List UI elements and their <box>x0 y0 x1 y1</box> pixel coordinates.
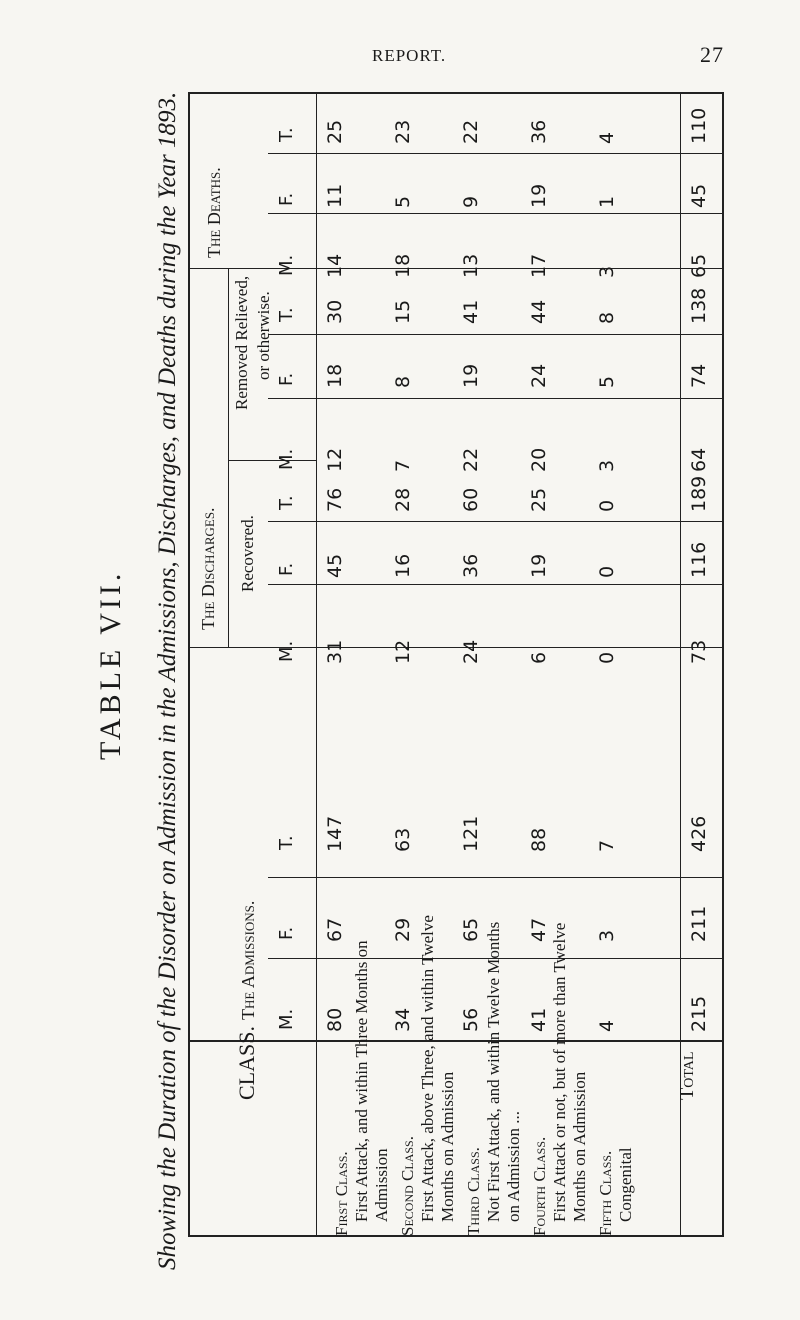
admissions-f-row-3: 65 <box>460 917 482 942</box>
group-heading-discharges: The Discharges. <box>198 507 218 630</box>
deaths-f-row-4: 19 <box>528 183 550 208</box>
deaths-total-f: 45 <box>688 183 710 208</box>
group-underline-discharges <box>228 268 229 647</box>
recovered-m-header: M. <box>276 640 297 662</box>
recovered-m-row-5: 0 <box>596 651 618 664</box>
recovered-m-row-2: 12 <box>392 639 414 664</box>
admissions-f-row-1: 67 <box>324 917 346 942</box>
admissions-t-row-2: 63 <box>392 827 414 852</box>
admissions-t-row-3: 121 <box>460 815 482 852</box>
removed-t-row-3: 41 <box>460 299 482 324</box>
deaths-t-header: T. <box>276 127 297 142</box>
removed-t-row-2: 15 <box>392 299 414 324</box>
section-border-admissions <box>188 647 724 648</box>
admissions-m-row-1: 80 <box>324 1007 346 1032</box>
header-separator <box>316 92 317 1237</box>
recovered-f-row-2: 16 <box>392 553 414 578</box>
deaths-t-row-3: 22 <box>460 119 482 144</box>
class-5-line1: Congenital <box>616 1147 635 1222</box>
recovered-m-row-1: 31 <box>324 639 346 664</box>
class-4-line2: Months on Admission <box>570 1071 589 1222</box>
admissions-total-f: 211 <box>688 905 710 942</box>
admissions-total-t: 426 <box>688 815 710 852</box>
admissions-f-row-2: 29 <box>392 917 414 942</box>
class-1-line2: Admission <box>372 1148 391 1222</box>
removed-t-header: T. <box>276 307 297 322</box>
table-left-border <box>188 92 190 1237</box>
deaths-f-header: F. <box>276 192 297 206</box>
recovered-t-row-5: 0 <box>596 499 618 512</box>
group-heading-removed-1: Removed Relieved, <box>232 275 251 410</box>
deaths-t-row-2: 23 <box>392 119 414 144</box>
group-heading-deaths: The Deaths. <box>204 167 224 258</box>
deaths-t-row-1: 25 <box>324 119 346 144</box>
recovered-m-row-3: 24 <box>460 639 482 664</box>
section-border-discharges <box>188 268 724 269</box>
admissions-m-row-5: 4 <box>596 1019 618 1032</box>
deaths-m-row-2: 18 <box>392 253 414 278</box>
class-3-line2: on Admission ... <box>504 1111 523 1222</box>
class-1-name: First Class. <box>332 1151 351 1236</box>
group-heading-removed-2: or otherwise. <box>254 291 273 380</box>
recovered-f-header: F. <box>276 562 297 576</box>
deaths-t-row-4: 36 <box>528 119 550 144</box>
class-2-line2: Months on Admission <box>438 1071 457 1222</box>
removed-f-row-1: 18 <box>324 363 346 388</box>
admissions-t-row-1: 147 <box>324 815 346 852</box>
removed-col-2 <box>268 334 724 335</box>
recovered-f-row-1: 45 <box>324 553 346 578</box>
class-header: CLASS. <box>234 1026 259 1100</box>
deaths-m-header: M. <box>276 254 297 276</box>
admissions-m-header: M. <box>276 1008 297 1030</box>
class-4-line1: First Attack or not, but of more than Twelve <box>550 922 569 1222</box>
removed-f-row-3: 19 <box>460 363 482 388</box>
deaths-f-row-1: 11 <box>324 183 346 208</box>
removed-t-row-4: 44 <box>528 299 550 324</box>
removed-f-row-5: 5 <box>596 375 618 388</box>
class-3-line1: Not First Attack, and within Twelve Months <box>484 921 503 1222</box>
running-header: REPORT. <box>372 46 447 65</box>
deaths-m-row-1: 14 <box>324 253 346 278</box>
class-2-line1: First Attack, above Three, and within Twelve <box>418 915 437 1222</box>
table-bottom-border <box>188 1235 724 1237</box>
removed-m-row-1: 12 <box>324 447 346 472</box>
admissions-t-row-4: 88 <box>528 827 550 852</box>
section-border-recovered <box>228 460 316 461</box>
recovered-t-row-3: 60 <box>460 487 482 512</box>
deaths-col-2 <box>268 153 724 154</box>
recovered-total-f: 116 <box>688 541 710 578</box>
admissions-f-row-4: 47 <box>528 917 550 942</box>
group-heading-admissions: The Admissions. <box>238 900 258 1020</box>
deaths-m-row-5: 3 <box>596 265 618 278</box>
deaths-f-row-2: 5 <box>392 195 414 208</box>
deaths-m-row-3: 13 <box>460 253 482 278</box>
recovered-t-header: T. <box>276 495 297 510</box>
recovered-total-m: 73 <box>688 639 710 664</box>
recovered-col-1 <box>268 584 724 585</box>
removed-m-row-2: 7 <box>392 459 414 472</box>
recovered-t-row-1: 76 <box>324 487 346 512</box>
class-3-name: Third Class. <box>464 1147 483 1236</box>
removed-f-row-2: 8 <box>392 375 414 388</box>
admissions-f-header: F. <box>276 926 297 940</box>
admissions-t-header: T. <box>276 835 297 850</box>
removed-m-header: M. <box>276 448 297 470</box>
removed-m-row-5: 3 <box>596 459 618 472</box>
section-border-class <box>188 1040 724 1042</box>
admissions-m-row-3: 56 <box>460 1007 482 1032</box>
class-4-name: Fourth Class. <box>530 1136 549 1236</box>
class-2-name: Second Class. <box>398 1136 417 1236</box>
removed-total-t: 138 <box>688 287 710 324</box>
admissions-f-row-5: 3 <box>596 929 618 942</box>
deaths-total-t: 110 <box>688 107 710 144</box>
group-heading-recovered: Recovered. <box>238 515 257 592</box>
admissions-total-m: 215 <box>688 995 710 1032</box>
deaths-t-row-5: 4 <box>596 131 618 144</box>
deaths-total-m: 65 <box>688 253 710 278</box>
admissions-col-2 <box>268 877 724 878</box>
deaths-f-row-3: 9 <box>460 195 482 208</box>
recovered-t-row-4: 25 <box>528 487 550 512</box>
removed-t-row-1: 30 <box>324 299 346 324</box>
page-number: 27 <box>700 42 724 67</box>
deaths-m-row-4: 17 <box>528 253 550 278</box>
deaths-f-row-5: 1 <box>596 195 618 208</box>
removed-total-f: 74 <box>688 363 710 388</box>
removed-f-row-4: 24 <box>528 363 550 388</box>
recovered-f-row-5: 0 <box>596 565 618 578</box>
table-title: TABLE VII. <box>94 569 127 760</box>
removed-m-row-4: 20 <box>528 447 550 472</box>
removed-f-header: F. <box>276 372 297 386</box>
removed-col-1 <box>268 398 724 399</box>
admissions-t-row-5: 7 <box>596 839 618 852</box>
admissions-m-row-4: 41 <box>528 1007 550 1032</box>
recovered-col-2 <box>268 521 724 522</box>
table-top-border <box>188 92 724 94</box>
recovered-total-t: 189 <box>688 475 710 512</box>
table-right-border <box>722 92 724 1237</box>
deaths-col-1 <box>268 213 724 214</box>
class-5-name: Fifth Class. <box>596 1150 615 1236</box>
removed-total-m: 64 <box>688 447 710 472</box>
recovered-m-row-4: 6 <box>528 651 550 664</box>
admissions-m-row-2: 34 <box>392 1007 414 1032</box>
recovered-t-row-2: 28 <box>392 487 414 512</box>
class-1-line1: First Attack, and within Three Months on <box>352 940 371 1222</box>
recovered-f-row-4: 19 <box>528 553 550 578</box>
table-caption: Showing the Duration of the Disorder on Admission in the Admissions, Discharges, and Deaths during the Year 1893. <box>154 91 181 1270</box>
removed-m-row-3: 22 <box>460 447 482 472</box>
removed-t-row-5: 8 <box>596 311 618 324</box>
total-label: Total <box>676 1051 698 1100</box>
recovered-f-row-3: 36 <box>460 553 482 578</box>
